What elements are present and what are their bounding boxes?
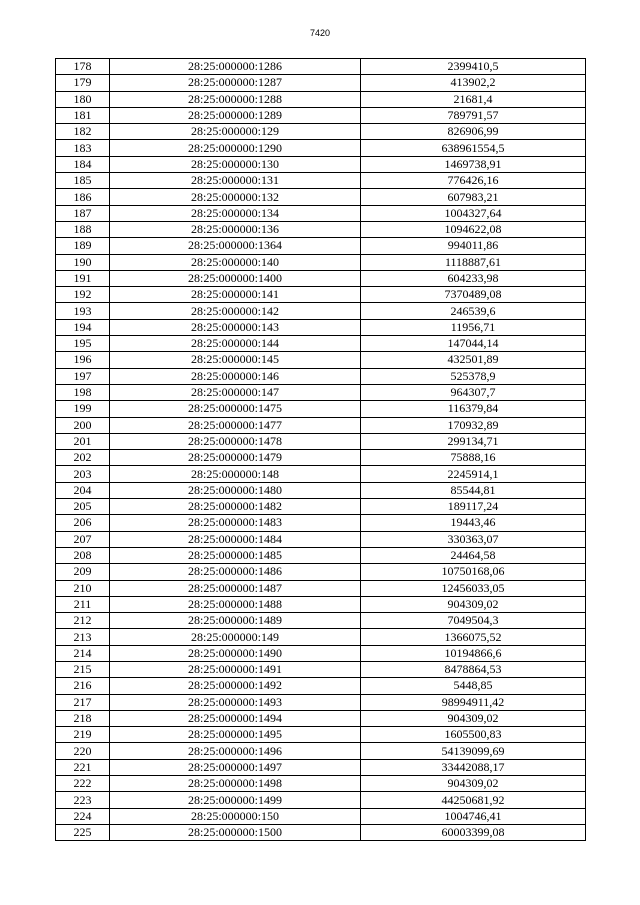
value-cell: 11956,71 [361,319,586,335]
row-number-cell: 205 [56,499,110,515]
cadastral-number-cell: 28:25:000000:1494 [110,710,361,726]
cadastral-number-cell: 28:25:000000:1489 [110,613,361,629]
cadastral-number-cell: 28:25:000000:1289 [110,107,361,123]
table-row [56,466,586,482]
table-row [56,140,586,156]
cadastral-number-cell: 28:25:000000:147 [110,384,361,400]
cadastral-value-table [55,58,586,841]
cadastral-number-cell: 28:25:000000:136 [110,221,361,237]
value-cell: 525378,9 [361,368,586,384]
cadastral-number-cell: 28:25:000000:144 [110,336,361,352]
cadastral-number-cell: 28:25:000000:1286 [110,59,361,75]
value-cell: 2245914,1 [361,466,586,482]
row-number-cell: 187 [56,205,110,221]
table-row [56,645,586,661]
value-cell: 44250681,92 [361,792,586,808]
row-number-cell: 194 [56,319,110,335]
table-row [56,124,586,140]
cadastral-number-cell: 28:25:000000:1482 [110,499,361,515]
value-cell: 19443,46 [361,515,586,531]
table-row [56,173,586,189]
cadastral-number-cell: 28:25:000000:1491 [110,661,361,677]
row-number-cell: 219 [56,727,110,743]
row-number-cell: 218 [56,710,110,726]
value-cell: 904309,02 [361,776,586,792]
value-cell: 189117,24 [361,499,586,515]
value-cell: 789791,57 [361,107,586,123]
row-number-cell: 200 [56,417,110,433]
cadastral-number-cell: 28:25:000000:1478 [110,433,361,449]
value-cell: 1366075,52 [361,629,586,645]
value-cell: 826906,99 [361,124,586,140]
cadastral-number-cell: 28:25:000000:1492 [110,678,361,694]
cadastral-number-cell: 28:25:000000:1480 [110,482,361,498]
row-number-cell: 182 [56,124,110,140]
table-row [56,238,586,254]
cadastral-number-cell: 28:25:000000:129 [110,124,361,140]
value-cell: 299134,71 [361,433,586,449]
row-number-cell: 214 [56,645,110,661]
table-row [56,564,586,580]
value-cell: 147044,14 [361,336,586,352]
table-row [56,482,586,498]
row-number-cell: 199 [56,401,110,417]
table-row [56,694,586,710]
cadastral-number-cell: 28:25:000000:134 [110,205,361,221]
value-cell: 994011,86 [361,238,586,254]
row-number-cell: 196 [56,352,110,368]
row-number-cell: 188 [56,221,110,237]
cadastral-number-cell: 28:25:000000:143 [110,319,361,335]
value-cell: 10750168,06 [361,564,586,580]
cadastral-number-cell: 28:25:000000:146 [110,368,361,384]
value-cell: 98994911,42 [361,694,586,710]
value-cell: 21681,4 [361,91,586,107]
row-number-cell: 225 [56,824,110,840]
row-number-cell: 202 [56,450,110,466]
value-cell: 12456033,05 [361,580,586,596]
table-row [56,596,586,612]
value-cell: 1469738,91 [361,156,586,172]
row-number-cell: 185 [56,173,110,189]
table-row [56,254,586,270]
table-row [56,613,586,629]
cadastral-number-cell: 28:25:000000:1400 [110,270,361,286]
value-cell: 170932,89 [361,417,586,433]
table-row [56,727,586,743]
cadastral-number-cell: 28:25:000000:1488 [110,596,361,612]
value-cell: 33442088,17 [361,759,586,775]
cadastral-number-cell: 28:25:000000:131 [110,173,361,189]
value-cell: 432501,89 [361,352,586,368]
cadastral-number-cell: 28:25:000000:1495 [110,727,361,743]
value-cell: 7049504,3 [361,613,586,629]
table-row [56,531,586,547]
value-cell: 60003399,08 [361,824,586,840]
value-cell: 10194866,6 [361,645,586,661]
row-number-cell: 206 [56,515,110,531]
table-row [56,710,586,726]
value-cell: 330363,07 [361,531,586,547]
table-row [56,352,586,368]
value-cell: 2399410,5 [361,59,586,75]
row-number-cell: 191 [56,270,110,286]
value-cell: 904309,02 [361,596,586,612]
row-number-cell: 224 [56,808,110,824]
row-number-cell: 223 [56,792,110,808]
cadastral-number-cell: 28:25:000000:1498 [110,776,361,792]
cadastral-number-cell: 28:25:000000:1496 [110,743,361,759]
value-cell: 7370489,08 [361,287,586,303]
row-number-cell: 216 [56,678,110,694]
row-number-cell: 183 [56,140,110,156]
table-row [56,433,586,449]
value-cell: 413902,2 [361,75,586,91]
row-number-cell: 215 [56,661,110,677]
table-row [56,270,586,286]
row-number-cell: 211 [56,596,110,612]
cadastral-number-cell: 28:25:000000:1486 [110,564,361,580]
cadastral-number-cell: 28:25:000000:1485 [110,547,361,563]
table-row [56,450,586,466]
row-number-cell: 204 [56,482,110,498]
table-row [56,792,586,808]
table-row [56,336,586,352]
table-row [56,417,586,433]
table-row [56,368,586,384]
table-row [56,499,586,515]
row-number-cell: 197 [56,368,110,384]
value-cell: 85544,81 [361,482,586,498]
value-cell: 54139099,69 [361,743,586,759]
row-number-cell: 195 [56,336,110,352]
table-body [56,59,586,841]
cadastral-number-cell: 28:25:000000:1364 [110,238,361,254]
cadastral-number-cell: 28:25:000000:1290 [110,140,361,156]
page-number: 7420 [309,28,331,38]
cadastral-number-cell: 28:25:000000:1484 [110,531,361,547]
value-cell: 964307,7 [361,384,586,400]
value-cell: 75888,16 [361,450,586,466]
row-number-cell: 180 [56,91,110,107]
value-cell: 8478864,53 [361,661,586,677]
table-row [56,515,586,531]
row-number-cell: 178 [56,59,110,75]
cadastral-number-cell: 28:25:000000:149 [110,629,361,645]
table-row [56,580,586,596]
value-cell: 607983,21 [361,189,586,205]
row-number-cell: 203 [56,466,110,482]
cadastral-number-cell: 28:25:000000:1500 [110,824,361,840]
table-row [56,319,586,335]
table-row [56,678,586,694]
value-cell: 24464,58 [361,547,586,563]
cadastral-number-cell: 28:25:000000:1493 [110,694,361,710]
row-number-cell: 222 [56,776,110,792]
table-row [56,205,586,221]
row-number-cell: 201 [56,433,110,449]
cadastral-number-cell: 28:25:000000:140 [110,254,361,270]
table-row [56,221,586,237]
cadastral-number-cell: 28:25:000000:1477 [110,417,361,433]
row-number-cell: 207 [56,531,110,547]
row-number-cell: 217 [56,694,110,710]
table-row [56,287,586,303]
row-number-cell: 189 [56,238,110,254]
cadastral-number-cell: 28:25:000000:1479 [110,450,361,466]
cadastral-number-cell: 28:25:000000:1475 [110,401,361,417]
value-cell: 1118887,61 [361,254,586,270]
value-cell: 638961554,5 [361,140,586,156]
row-number-cell: 208 [56,547,110,563]
row-number-cell: 221 [56,759,110,775]
row-number-cell: 209 [56,564,110,580]
row-number-cell: 198 [56,384,110,400]
table-row [56,91,586,107]
table-row [56,824,586,840]
row-number-cell: 190 [56,254,110,270]
row-number-cell: 186 [56,189,110,205]
cadastral-number-cell: 28:25:000000:1287 [110,75,361,91]
row-number-cell: 193 [56,303,110,319]
table-row [56,189,586,205]
table-row [56,776,586,792]
row-number-cell: 192 [56,287,110,303]
row-number-cell: 220 [56,743,110,759]
value-cell: 1605500,83 [361,727,586,743]
cadastral-number-cell: 28:25:000000:142 [110,303,361,319]
row-number-cell: 181 [56,107,110,123]
table-row [56,808,586,824]
value-cell: 246539,6 [361,303,586,319]
cadastral-number-cell: 28:25:000000:1497 [110,759,361,775]
row-number-cell: 210 [56,580,110,596]
value-cell: 1004746,41 [361,808,586,824]
cadastral-number-cell: 28:25:000000:1288 [110,91,361,107]
table-row [56,303,586,319]
value-cell: 116379,84 [361,401,586,417]
value-cell: 1004327,64 [361,205,586,221]
table-row [56,661,586,677]
cadastral-number-cell: 28:25:000000:145 [110,352,361,368]
table-row [56,629,586,645]
value-cell: 904309,02 [361,710,586,726]
value-cell: 776426,16 [361,173,586,189]
row-number-cell: 213 [56,629,110,645]
table-row [56,743,586,759]
table-row [56,401,586,417]
table-row [56,384,586,400]
cadastral-number-cell: 28:25:000000:148 [110,466,361,482]
table-row [56,547,586,563]
row-number-cell: 179 [56,75,110,91]
cadastral-number-cell: 28:25:000000:150 [110,808,361,824]
row-number-cell: 212 [56,613,110,629]
table-row [56,59,586,75]
table-row [56,759,586,775]
table-row [56,156,586,172]
cadastral-number-cell: 28:25:000000:1487 [110,580,361,596]
table-row [56,75,586,91]
cadastral-number-cell: 28:25:000000:130 [110,156,361,172]
value-cell: 604233,98 [361,270,586,286]
value-cell: 1094622,08 [361,221,586,237]
row-number-cell: 184 [56,156,110,172]
cadastral-number-cell: 28:25:000000:141 [110,287,361,303]
cadastral-number-cell: 28:25:000000:1483 [110,515,361,531]
cadastral-number-cell: 28:25:000000:1490 [110,645,361,661]
cadastral-number-cell: 28:25:000000:132 [110,189,361,205]
table-row [56,107,586,123]
value-cell: 5448,85 [361,678,586,694]
cadastral-number-cell: 28:25:000000:1499 [110,792,361,808]
